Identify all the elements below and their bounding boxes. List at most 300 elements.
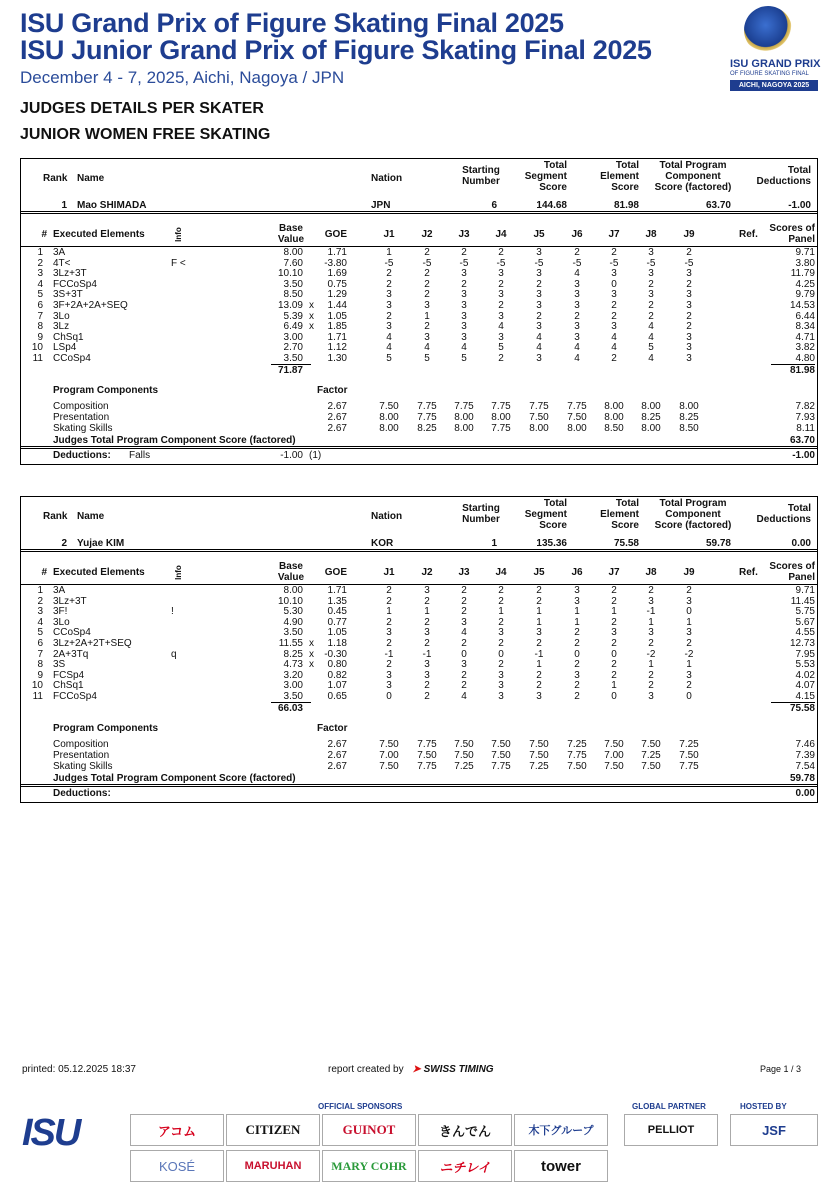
component-judge-score: 8.00	[679, 400, 699, 412]
element-judge-score: 2	[686, 310, 692, 322]
element-judge-score: 3	[461, 310, 467, 322]
element-judge-score: 3	[536, 627, 542, 639]
element-goe: 0.77	[327, 616, 347, 628]
deduction-type: Falls	[129, 449, 151, 461]
element-row-number: 6	[37, 638, 43, 649]
judge-header-3: J3	[458, 567, 470, 578]
component-judge-score: 7.75	[491, 423, 511, 435]
element-judge-score: 3	[461, 321, 467, 333]
element-judge-score: 3	[574, 669, 580, 681]
element-goe: 0.65	[327, 691, 347, 702]
element-judge-score: 2	[536, 680, 542, 692]
component-judge-score: 7.50	[491, 738, 511, 750]
element-row-number: 9	[37, 669, 43, 681]
component-judge-score: 7.50	[604, 738, 624, 750]
skater-total-deductions: -1.00	[788, 200, 811, 211]
component-judge-score: 7.50	[679, 749, 699, 761]
element-judge-score: 0	[611, 691, 617, 702]
element-code: 3Lz+3T	[53, 268, 87, 280]
pcs-header-3: Score (factored)	[654, 520, 732, 531]
scores-of-panel-header-2: Panel	[788, 234, 815, 245]
element-goe: 1.71	[327, 247, 347, 258]
element-judge-score: 2	[611, 300, 617, 311]
component-judge-score: 7.50	[529, 749, 549, 761]
element-judge-score: 2	[648, 585, 654, 596]
element-judge-score: 3	[648, 627, 654, 639]
component-name: Skating Skills	[53, 761, 113, 773]
partner-pelliot: PELLIOT	[624, 1114, 718, 1146]
element-score-of-panel: 7.95	[795, 648, 815, 660]
element-score-of-panel: 4.02	[795, 669, 815, 681]
skater-total-segment-score: 135.36	[536, 538, 567, 549]
sponsor-kose: KOSÉ	[130, 1150, 224, 1182]
element-judge-score: 2	[386, 638, 392, 649]
element-row-number: 7	[37, 648, 43, 660]
component-factor: 2.67	[327, 400, 347, 412]
component-judge-score: 7.50	[529, 738, 549, 750]
component-judge-score: 7.00	[604, 749, 624, 761]
element-judge-score: 2	[611, 310, 617, 322]
element-judge-score: 0	[611, 648, 617, 660]
judges-total-pcs-label: Judges Total Program Component Score (factored)	[53, 434, 296, 446]
judge-header-6: J6	[571, 567, 583, 578]
component-judge-score: 7.25	[679, 738, 699, 750]
element-judge-score: 3	[386, 680, 392, 692]
element-base-value: 13.09	[277, 300, 303, 311]
element-judge-score: 3	[386, 300, 392, 311]
component-judge-score: 7.75	[567, 749, 587, 761]
element-judge-score: 2	[574, 638, 580, 649]
skater-starting-number: 1	[491, 538, 497, 549]
element-judge-score: -1	[534, 648, 544, 660]
element-judge-score: 4	[648, 321, 654, 333]
component-judge-score: 7.75	[417, 400, 437, 412]
component-judge-score: 8.00	[529, 423, 549, 435]
element-judge-score: -5	[646, 257, 656, 269]
element-judge-score: 3	[536, 321, 542, 333]
element-score-of-panel: 3.82	[795, 342, 815, 354]
component-judge-score: 8.00	[379, 423, 399, 435]
element-judge-score: 2	[498, 659, 504, 671]
element-judge-score: 2	[648, 680, 654, 692]
tss-header-1: Total	[543, 160, 567, 171]
element-judge-score: 2	[574, 247, 580, 258]
element-judge-score: 3	[461, 300, 467, 311]
element-judge-score: 3	[424, 669, 430, 681]
name-header: Name	[77, 511, 105, 522]
element-judge-score: 2	[574, 627, 580, 639]
element-base-value: 10.10	[277, 268, 303, 280]
component-judge-score: 7.75	[567, 400, 587, 412]
element-row-number: 7	[37, 310, 43, 322]
element-judge-score: 3	[648, 289, 654, 301]
element-goe: 0.82	[327, 669, 347, 681]
element-goe: 1.29	[327, 289, 347, 301]
base-value-header-2: Value	[277, 572, 305, 583]
element-bonus-marker: x	[309, 659, 314, 671]
element-row-number: 2	[37, 595, 43, 607]
element-judge-score: 2	[536, 638, 542, 649]
element-judge-score: 5	[648, 342, 654, 354]
element-judge-score: 1	[574, 606, 580, 618]
judge-header-4: J4	[495, 567, 507, 578]
element-judge-score: 3	[574, 585, 580, 596]
deductions-label: Deductions:	[53, 449, 111, 461]
element-judge-score: 3	[686, 595, 692, 607]
base-value-header-1: Base	[279, 223, 303, 234]
element-judge-score: 3	[686, 300, 692, 311]
element-code: FCSp4	[53, 669, 85, 681]
element-judge-score: 3	[648, 247, 654, 258]
element-base-value: 10.10	[277, 595, 303, 607]
logo-text-2: OF FIGURE SKATING FINAL	[730, 71, 809, 77]
element-judge-score: 3	[611, 627, 617, 639]
element-judge-score: 3	[498, 680, 504, 692]
element-score-of-panel: 3.80	[795, 257, 815, 269]
component-name: Composition	[53, 738, 109, 750]
skater-total-element-score: 75.58	[613, 538, 639, 549]
element-judge-score: 2	[461, 606, 467, 618]
element-judge-score: 2	[574, 680, 580, 692]
page-number: Page 1 / 3	[760, 1064, 802, 1074]
element-judge-score: -5	[684, 257, 694, 269]
sponsor-guinot: GUINOT	[322, 1114, 416, 1146]
element-judge-score: 4	[424, 342, 430, 354]
pcs-header-3: Score (factored)	[654, 182, 732, 193]
element-judge-score: 2	[461, 278, 467, 290]
deductions-header-1: Total	[787, 503, 811, 514]
element-goe: 0.80	[327, 659, 347, 671]
element-goe: 1.44	[327, 300, 347, 311]
component-judge-score: 8.50	[604, 423, 624, 435]
element-score-of-panel: 5.67	[795, 616, 815, 628]
judge-header-2: J2	[421, 229, 433, 240]
element-score-of-panel: 4.71	[795, 331, 815, 343]
element-code: 3Lo	[53, 616, 70, 628]
element-row-number: 9	[37, 331, 43, 343]
element-judge-score: 3	[574, 289, 580, 301]
component-judge-score: 7.50	[454, 749, 474, 761]
element-judge-score: 3	[498, 289, 504, 301]
element-judge-score: -1	[384, 648, 394, 660]
event-dates-location: December 4 - 7, 2025, Aichi, Nagoya / JPN	[20, 68, 345, 87]
element-judge-score: 4	[461, 627, 467, 639]
deductions-header-2: Deductions	[756, 176, 811, 187]
deductions-total: -1.00	[792, 449, 815, 461]
element-judge-score: 3	[611, 268, 617, 280]
element-judge-score: -5	[459, 257, 469, 269]
element-code: 3A	[53, 247, 66, 258]
element-judge-score: 1	[611, 680, 617, 692]
element-bonus-marker: x	[309, 300, 314, 311]
skater-total-pcs: 59.78	[705, 538, 731, 549]
judge-header-6: J6	[571, 229, 583, 240]
scores-of-panel-header-2: Panel	[788, 572, 815, 583]
element-judge-score: 3	[536, 289, 542, 301]
deductions-total: 0.00	[795, 787, 815, 799]
element-judge-score: 4	[574, 268, 580, 280]
element-judge-score: 3	[498, 669, 504, 681]
executed-elements-header: Executed Elements	[53, 567, 145, 578]
element-judge-score: 2	[386, 595, 392, 607]
component-judge-score: 8.00	[454, 423, 474, 435]
element-judge-score: 4	[648, 353, 654, 364]
element-judge-score: 2	[498, 616, 504, 628]
element-judge-score: 3	[498, 310, 504, 322]
element-row-number: 5	[37, 289, 43, 301]
skater-rank: 2	[61, 538, 67, 549]
element-code: CCoSp4	[53, 353, 91, 364]
element-goe: 1.05	[327, 310, 347, 322]
element-score-of-panel: 8.34	[795, 321, 815, 333]
element-info: !	[171, 606, 174, 618]
element-goe: -3.80	[324, 257, 347, 269]
skater-rank: 1	[61, 200, 67, 211]
element-judge-score: 3	[574, 300, 580, 311]
element-number-header: #	[41, 567, 47, 578]
starting-number-header-1: Starting	[462, 165, 500, 176]
element-judge-score: 2	[648, 310, 654, 322]
divider	[21, 446, 817, 447]
element-row-number: 6	[37, 300, 43, 311]
element-row-number: 1	[37, 585, 43, 596]
element-judge-score: 0	[686, 691, 692, 702]
element-judge-score: 2	[424, 638, 430, 649]
element-score-of-panel: 6.44	[795, 310, 815, 322]
element-judge-score: 3	[424, 627, 430, 639]
component-factor: 2.67	[327, 749, 347, 761]
element-judge-score: 1	[611, 606, 617, 618]
official-sponsors-label: OFFICIAL SPONSORS	[318, 1102, 403, 1111]
element-base-value: 3.50	[283, 627, 303, 639]
element-judge-score: 3	[686, 669, 692, 681]
element-base-value: 8.00	[283, 585, 303, 596]
tes-header-3: Score	[611, 520, 639, 531]
element-judge-score: 4	[536, 342, 542, 354]
element-score-of-panel: 5.53	[795, 659, 815, 671]
element-judge-score: 0	[686, 606, 692, 618]
judge-header-1: J1	[383, 567, 395, 578]
judge-header-1: J1	[383, 229, 395, 240]
component-judge-score: 8.00	[379, 411, 399, 423]
judge-header-8: J8	[645, 567, 657, 578]
element-score-of-panel: 9.79	[795, 289, 815, 301]
element-judge-score: -5	[422, 257, 432, 269]
sponsor-citizen: CITIZEN	[226, 1114, 320, 1146]
component-judge-score: 7.50	[491, 749, 511, 761]
pcs-header-1: Total Program	[659, 160, 727, 171]
element-judge-score: 1	[536, 606, 542, 618]
element-score-of-panel: 5.75	[795, 606, 815, 618]
element-number-header: #	[41, 229, 47, 240]
element-judge-score: 2	[686, 247, 692, 258]
element-code: 3Lz	[53, 321, 70, 333]
host-jsf: JSF	[730, 1114, 818, 1146]
element-judge-score: 2	[424, 616, 430, 628]
element-judge-score: 3	[424, 659, 430, 671]
element-judge-score: 2	[386, 278, 392, 290]
element-code: LSp4	[53, 342, 77, 354]
element-judge-score: 3	[424, 585, 430, 596]
component-judge-score: 8.00	[491, 411, 511, 423]
element-base-value: 6.49	[283, 321, 303, 333]
judge-header-3: J3	[458, 229, 470, 240]
element-row-number: 3	[37, 606, 43, 618]
judge-header-7: J7	[608, 229, 620, 240]
element-judge-score: 2	[386, 268, 392, 280]
element-goe: 0.75	[327, 278, 347, 290]
element-judge-score: 2	[536, 585, 542, 596]
component-score-of-panel: 7.39	[795, 749, 815, 761]
element-base-value: 7.60	[283, 257, 303, 269]
element-base-value: 5.39	[283, 310, 303, 322]
element-row-number: 11	[32, 691, 43, 702]
starting-number-header-1: Starting	[462, 503, 500, 514]
tss-header-3: Score	[539, 182, 567, 193]
element-code: FCCoSp4	[53, 691, 97, 702]
tes-header-3: Score	[611, 182, 639, 193]
swiss-timing-logo: ➤ SWISS TIMING	[412, 1064, 494, 1075]
component-score-of-panel: 7.93	[795, 411, 815, 423]
component-judge-score: 7.50	[604, 761, 624, 773]
element-judge-score: 3	[536, 353, 542, 364]
logo-text-3: AICHI, NAGOYA 2025	[730, 80, 818, 91]
element-row-number: 1	[37, 247, 43, 258]
element-judge-score: 3	[424, 300, 430, 311]
divider	[21, 448, 817, 449]
component-judge-score: 8.25	[679, 411, 699, 423]
element-judge-score: 1	[386, 247, 392, 258]
element-base-value: 3.50	[283, 278, 303, 290]
element-judge-score: 4	[386, 342, 392, 354]
element-goe: 1.71	[327, 331, 347, 343]
element-judge-score: 2	[536, 595, 542, 607]
element-base-value: 3.00	[283, 331, 303, 343]
element-judge-score: -5	[496, 257, 506, 269]
element-judge-score: 3	[461, 289, 467, 301]
element-judge-score: 3	[648, 691, 654, 702]
element-judge-score: 3	[461, 616, 467, 628]
starting-number-header-2: Number	[462, 514, 500, 525]
element-judge-score: 2	[686, 585, 692, 596]
element-judge-score: 4	[574, 342, 580, 354]
skater-name: Yujae KIM	[77, 538, 125, 549]
element-judge-score: 1	[424, 606, 430, 618]
element-judge-score: 2	[424, 247, 430, 258]
element-judge-score: 3	[461, 331, 467, 343]
element-goe: 1.30	[327, 353, 347, 364]
element-judge-score: 2	[424, 289, 430, 301]
skater-name: Mao SHIMADA	[77, 200, 147, 211]
element-judge-score: 0	[386, 691, 392, 702]
element-judge-score: 2	[686, 638, 692, 649]
element-judge-score: 2	[386, 310, 392, 322]
component-name: Skating Skills	[53, 423, 113, 435]
component-judge-score: 7.50	[417, 749, 437, 761]
element-judge-score: 1	[686, 659, 692, 671]
element-goe: 0.45	[327, 606, 347, 618]
element-judge-score: 2	[424, 680, 430, 692]
element-info: q	[171, 648, 177, 660]
program-components-header: Program Components	[53, 722, 159, 734]
element-code: 4T<	[53, 257, 71, 269]
element-judge-score: 2	[498, 353, 504, 364]
component-judge-score: 7.75	[491, 400, 511, 412]
element-judge-score: 0	[574, 648, 580, 660]
element-judge-score: 2	[611, 595, 617, 607]
pcs-header-1: Total Program	[659, 498, 727, 509]
scores-of-panel-header-1: Scores of	[769, 223, 815, 234]
element-base-value: 3.50	[283, 691, 303, 702]
element-judge-score: -1	[422, 648, 432, 660]
report-created-by	[328, 1064, 494, 1075]
element-base-value: 8.00	[283, 247, 303, 258]
tes-header-1: Total	[615, 498, 639, 509]
element-judge-score: 2	[611, 247, 617, 258]
judge-header-2: J2	[421, 567, 433, 578]
component-score-of-panel: 7.82	[795, 400, 815, 412]
event-title-senior: ISU Grand Prix of Figure Skating Final 2025	[20, 8, 564, 38]
component-factor: 2.67	[327, 423, 347, 435]
element-score-of-panel: 12.73	[789, 638, 815, 649]
element-judge-score: 1	[536, 616, 542, 628]
component-judge-score: 8.00	[641, 423, 661, 435]
component-judge-score: 7.50	[379, 761, 399, 773]
element-judge-score: -5	[609, 257, 619, 269]
element-base-value: 8.50	[283, 289, 303, 301]
element-goe: 1.69	[327, 268, 347, 280]
element-judge-score: 2	[648, 669, 654, 681]
element-judge-score: 2	[498, 585, 504, 596]
element-bonus-marker: x	[309, 648, 314, 660]
element-judge-score: 2	[498, 595, 504, 607]
component-score-of-panel: 7.46	[795, 738, 815, 750]
event-title-junior: ISU Junior Grand Prix of Figure Skating Final 2025	[20, 35, 652, 65]
judge-header-4: J4	[495, 229, 507, 240]
element-code: 3S+3T	[53, 289, 83, 301]
element-base-value: 3.20	[283, 669, 303, 681]
element-judge-score: 3	[611, 289, 617, 301]
deduction-value: -1.00	[280, 449, 303, 461]
isu-logo: ISU	[22, 1112, 80, 1154]
element-judge-score: 2	[424, 278, 430, 290]
element-judge-score: 5	[498, 342, 504, 354]
element-bonus-marker: x	[309, 638, 314, 649]
sponsor-mary-cohr: MARY COHR	[322, 1150, 416, 1182]
component-judge-score: 8.00	[454, 411, 474, 423]
element-judge-score: 2	[648, 638, 654, 649]
element-base-value: 4.90	[283, 616, 303, 628]
element-judge-score: 5	[461, 353, 467, 364]
base-value-total: 71.87	[277, 364, 303, 376]
judge-header-8: J8	[645, 229, 657, 240]
element-code: 2A+3Tq	[53, 648, 89, 660]
element-judge-score: 3	[648, 268, 654, 280]
element-code: CCoSp4	[53, 627, 91, 639]
skater-total-element-score: 81.98	[613, 200, 639, 211]
judge-header-5: J5	[533, 229, 545, 240]
element-bonus-marker: x	[309, 321, 314, 333]
element-judge-score: 2	[386, 585, 392, 596]
tss-header-1: Total	[543, 498, 567, 509]
element-judge-score: 4	[461, 342, 467, 354]
sponsor-kinoshita: 木下グループ	[514, 1114, 608, 1146]
tes-header-2: Element	[600, 509, 639, 520]
element-row-number: 5	[37, 627, 43, 639]
element-judge-score: 2	[574, 691, 580, 702]
skater-result-box	[20, 158, 818, 465]
element-judge-score: -5	[572, 257, 582, 269]
